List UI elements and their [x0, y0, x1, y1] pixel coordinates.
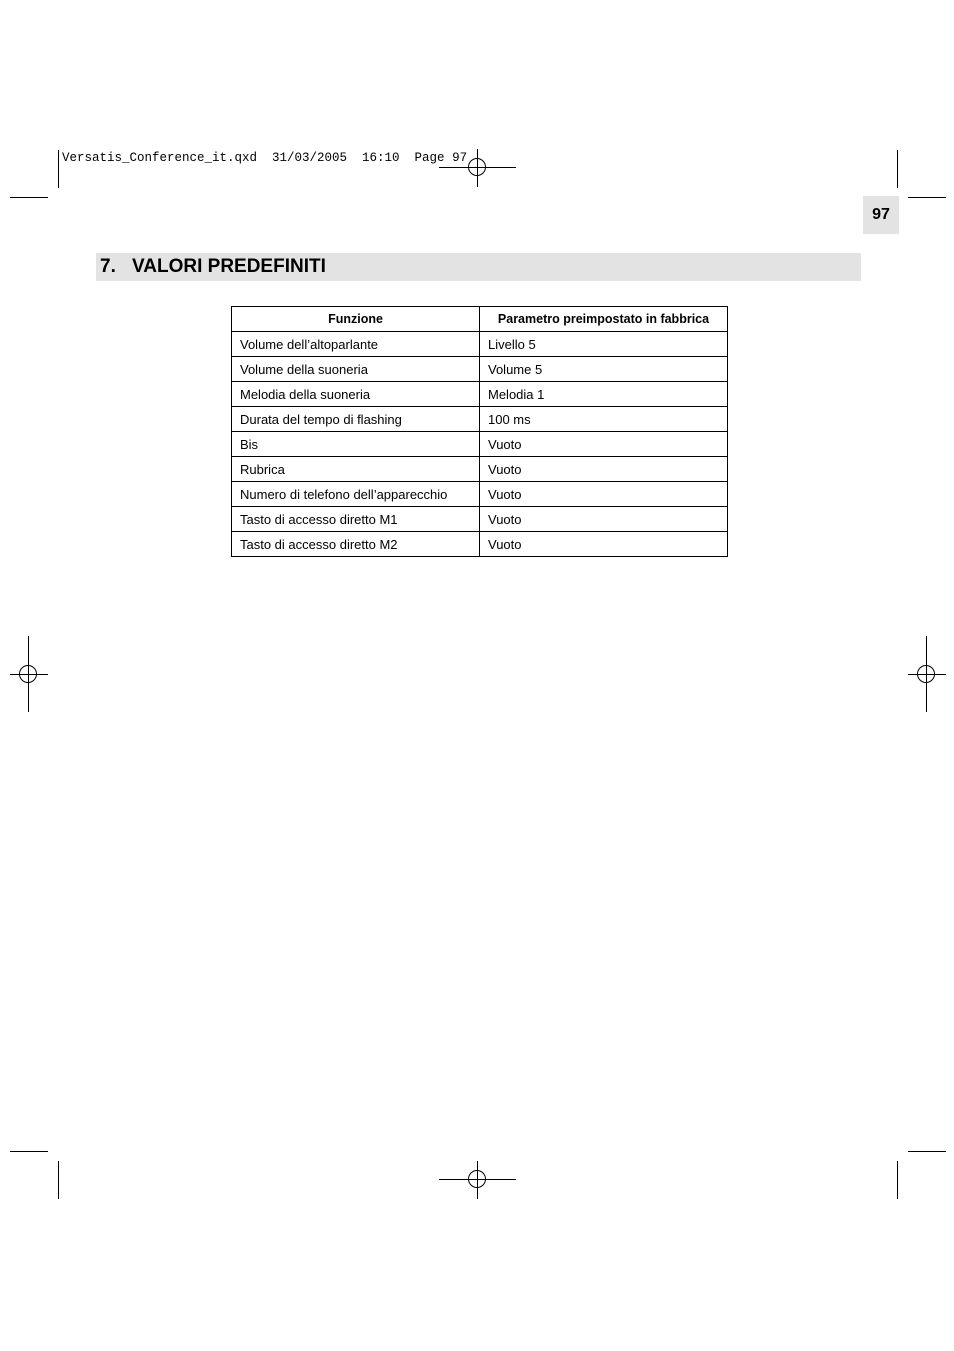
table-cell-parametro: Vuoto [480, 532, 728, 557]
table-row [232, 457, 728, 482]
table-cell-funzione: Volume della suoneria [232, 357, 480, 382]
table-cell-parametro: Melodia 1 [480, 382, 728, 407]
section-heading [96, 253, 861, 281]
table-row [232, 507, 728, 532]
table-row [232, 407, 728, 432]
table-row [232, 357, 728, 382]
table-cell-parametro: Volume 5 [480, 357, 728, 382]
table-cell-parametro: 100 ms [480, 407, 728, 432]
table-row [232, 382, 728, 407]
section-number: 7. [100, 256, 116, 277]
table-row [232, 432, 728, 457]
table-cell-funzione: Durata del tempo di flashing [232, 407, 480, 432]
table-cell-funzione: Melodia della suoneria [232, 382, 480, 407]
section-title: VALORI PREDEFINITI [132, 256, 326, 277]
table-cell-parametro: Livello 5 [480, 332, 728, 357]
table-cell-parametro: Vuoto [480, 432, 728, 457]
defaults-table [231, 306, 728, 557]
page-number: 97 [863, 196, 899, 234]
column-header-parametro: Parametro preimpostato in fabbrica [480, 307, 728, 332]
table-cell-funzione: Rubrica [232, 457, 480, 482]
table-header-row [232, 307, 728, 332]
table-row [232, 482, 728, 507]
table-cell-funzione: Bis [232, 432, 480, 457]
print-slug-line: Versatis_Conference_it.qxd 31/03/2005 16:10 Page 97 [62, 151, 468, 165]
table-cell-parametro: Vuoto [480, 482, 728, 507]
column-header-funzione: Funzione [232, 307, 480, 332]
table-cell-parametro: Vuoto [480, 457, 728, 482]
table-cell-funzione: Numero di telefono dell’apparecchio [232, 482, 480, 507]
table-row [232, 532, 728, 557]
table-row [232, 332, 728, 357]
table-cell-funzione: Tasto di accesso diretto M2 [232, 532, 480, 557]
table-cell-funzione: Volume dell’altoparlante [232, 332, 480, 357]
table-cell-parametro: Vuoto [480, 507, 728, 532]
table-cell-funzione: Tasto di accesso diretto M1 [232, 507, 480, 532]
